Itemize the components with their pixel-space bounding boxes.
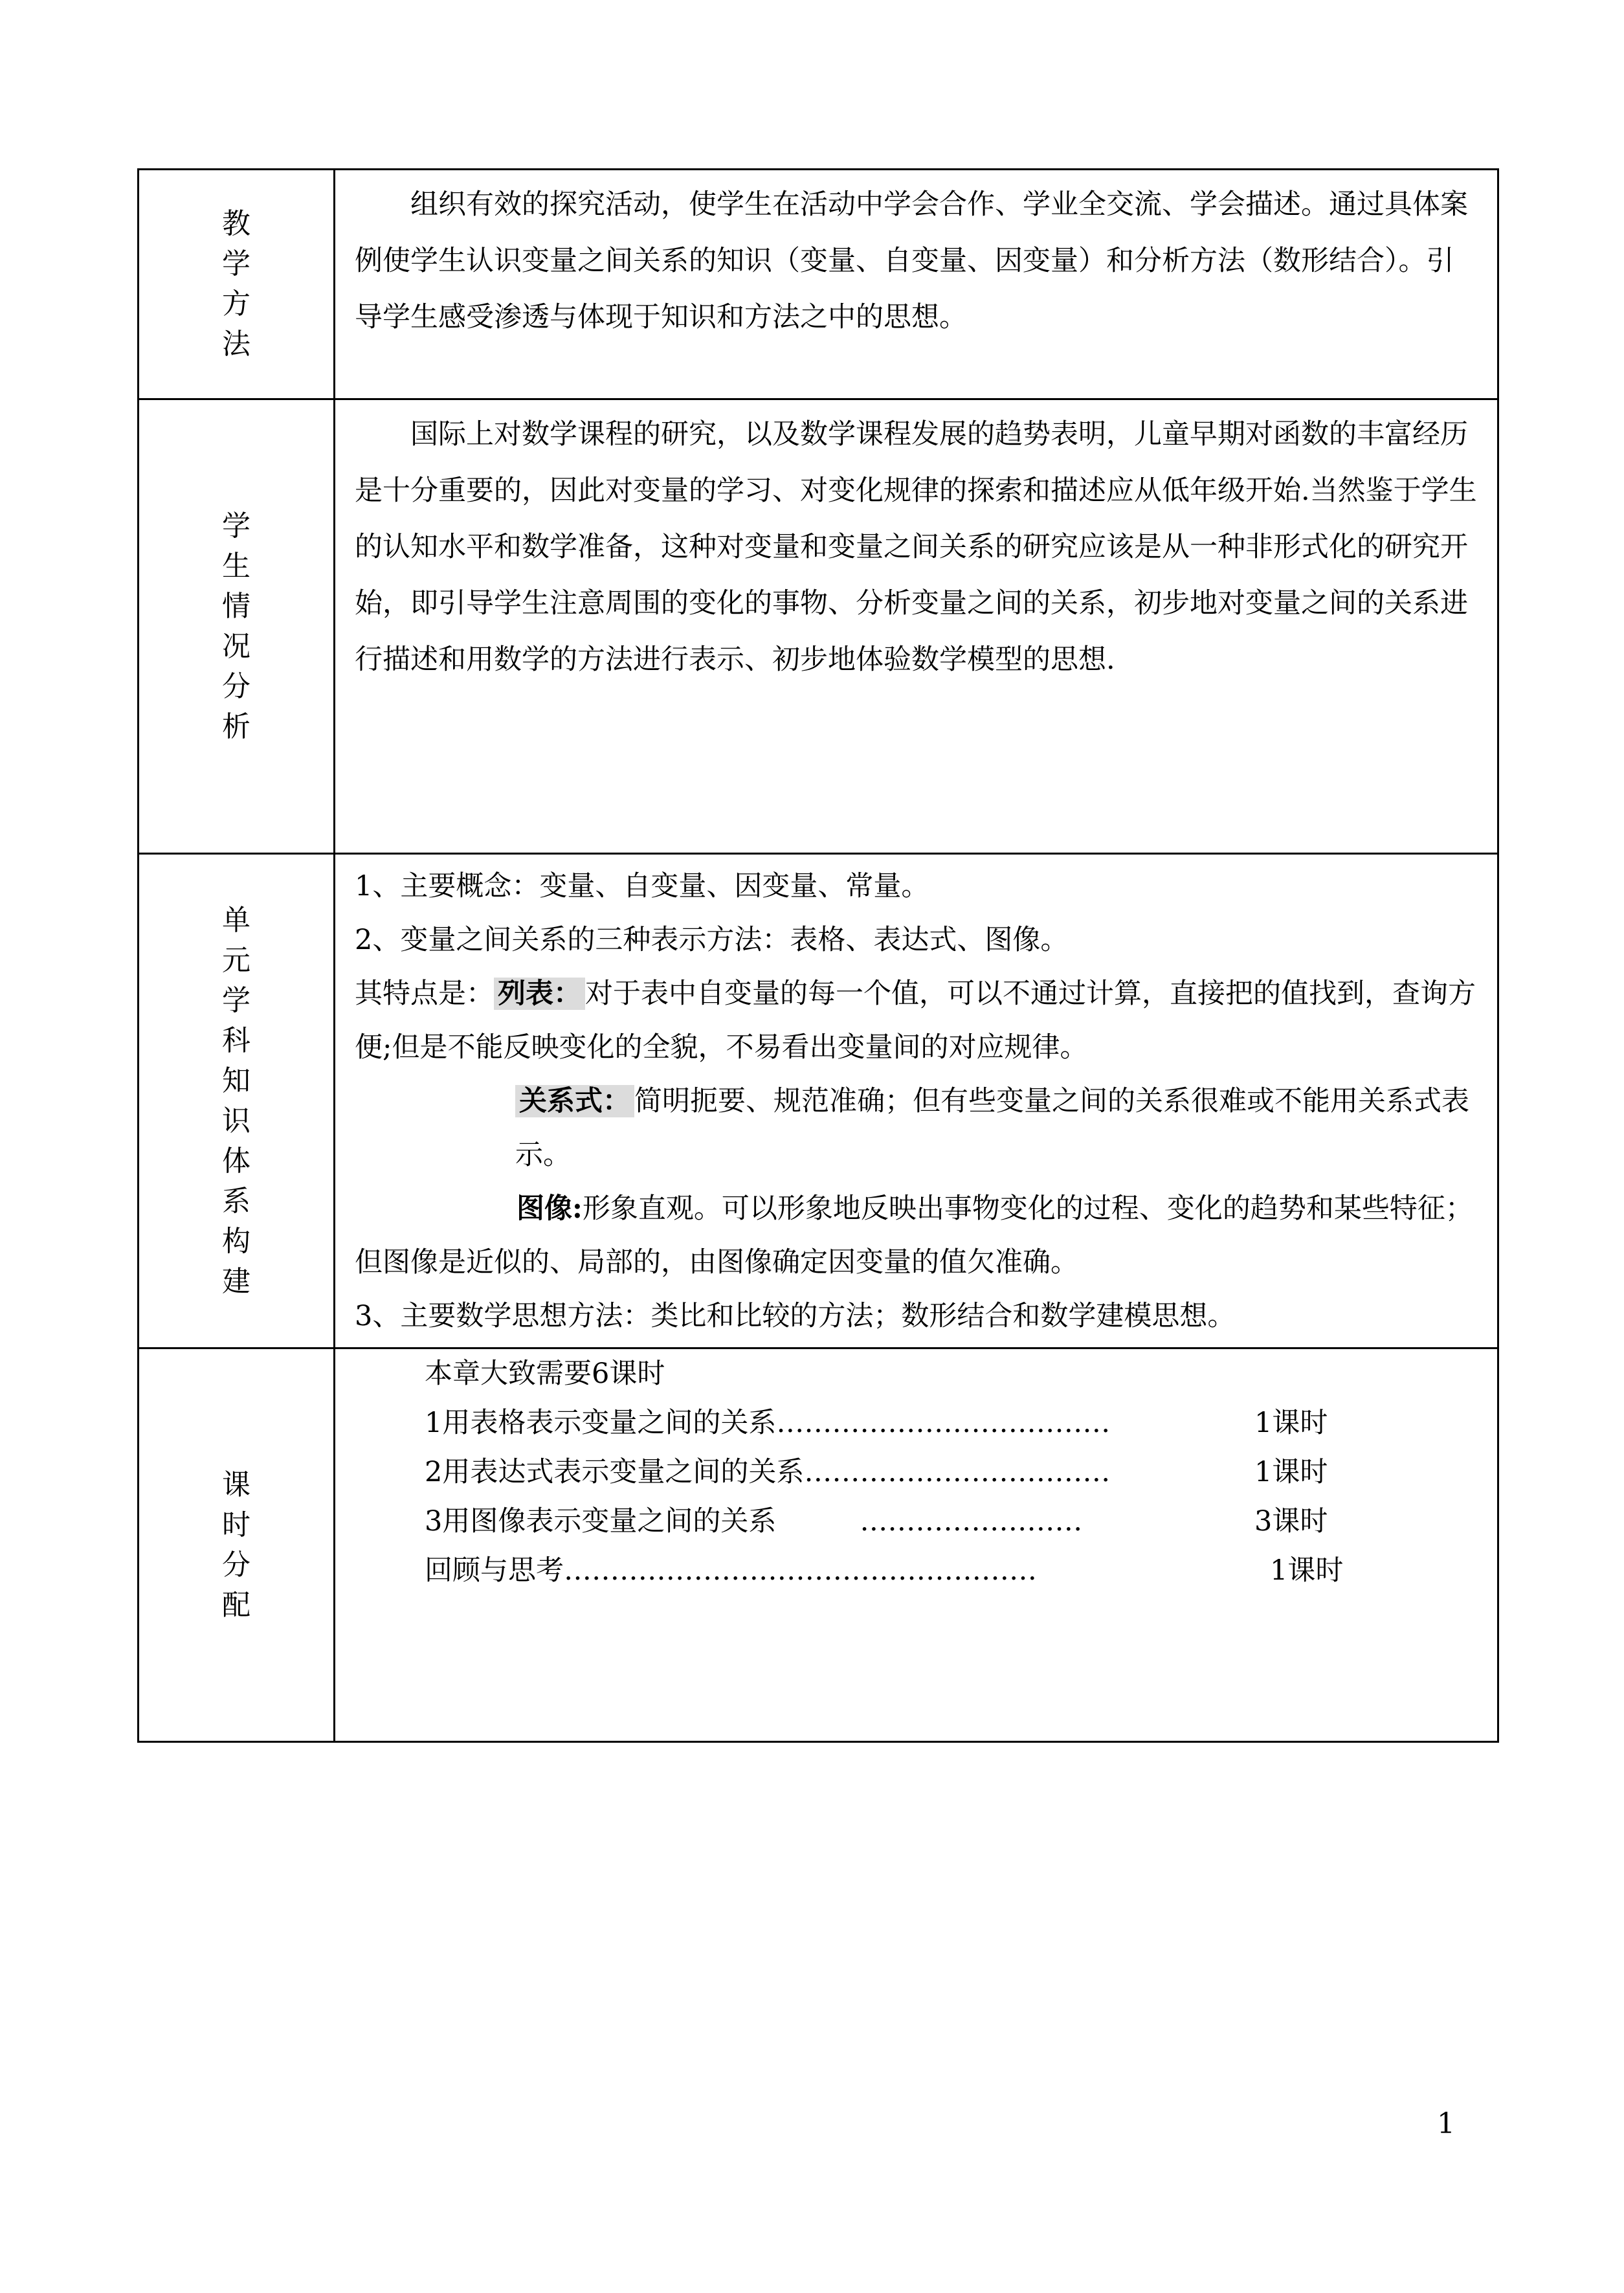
row-label-class-hours: 课时分配: [222, 1468, 250, 1622]
row-label-cell: [139, 399, 335, 854]
schedule-item-name: 回顾与思考……………………………………………: [425, 1554, 1037, 1587]
table-row: [139, 1348, 1498, 1742]
schedule-item-name: 2用表达式表示变量之间的关系……………………………: [425, 1456, 1111, 1488]
lesson-plan-table: [137, 168, 1499, 1743]
teaching-method-paragraph: 组织有效的探究活动，使学生在活动中学会合作、学业全交流、学会描述。通过具体案例使学生认识变量之间关系的知识（变量、自变量、因变量）和分析方法（数形结合）。引导学生感受渗透与体现于知识和方法之中的思想。: [355, 188, 1468, 333]
schedule-item-hours: 1课时: [1254, 1456, 1328, 1488]
class-hours-content: [335, 1348, 1498, 1742]
list-item: [355, 1448, 1479, 1497]
schedule-item-name: 3用图像表示变量之间的关系 ……………………: [425, 1505, 1083, 1538]
formula-label: 关系式：: [515, 1085, 634, 1117]
representation-methods-line: 2、变量之间关系的三种表示方法：表格、表达式、图像。: [355, 924, 1069, 956]
schedule-item-name: 1用表格表示变量之间的关系………………………………: [425, 1407, 1111, 1439]
list-item: [355, 1546, 1479, 1595]
formula-feature-paragraph: [355, 1075, 1479, 1182]
graph-label: 图像:: [517, 1192, 583, 1225]
row-label-cell: [139, 170, 335, 399]
main-concepts-line: 1、主要概念：变量、自变量、因变量、常量。: [355, 870, 929, 902]
list-item: [355, 1497, 1479, 1546]
formula-feature-text: 简明扼要、规范准确；但有些变量之间的关系很难或不能用关系式表示。: [515, 1085, 1469, 1171]
schedule-item-hours: 3课时: [1254, 1505, 1328, 1538]
row-label-knowledge-system: 单元学科知识体系构建: [222, 903, 250, 1298]
student-analysis-paragraph: 国际上对数学课程的研究，以及数学课程发展的趋势表明，儿童早期对函数的丰富经历是十分重要的，因此对变量的学习、对变化规律的探索和描述应从低年级开始.当然鉴于学生的认知水平和数学准备，这种对变量和变量之间关系的研究应该是从一种非形式化的研究开始，即引导学生注意周围的变化的事物、分析变量之间的关系，初步地对变量之间的关系进行描述和用数学的方法进行表示、初步地体验数学模型的思想.: [355, 418, 1477, 676]
row-label-teaching-method: 教学方法: [222, 207, 250, 361]
features-prefix: 其特点是：: [355, 978, 494, 1010]
schedule-item-hours: 1课时: [1254, 1407, 1328, 1439]
thinking-methods-line: 3、主要数学思想方法：类比和比较的方法；数形结合和数学建模思想。: [355, 1300, 1236, 1332]
teaching-method-content: [335, 170, 1498, 399]
row-label-student-analysis: 学生情况分析: [222, 509, 250, 743]
table-label: 列表：: [494, 978, 585, 1010]
graph-feature-text: 形象直观。可以形象地反映出事物变化的过程、变化的趋势和某些特征；但图像是近似的、局部的，由图像确定因变量的值欠准确。: [355, 1192, 1473, 1279]
table-row: [139, 170, 1498, 399]
page-number: 1: [1437, 2107, 1455, 2140]
knowledge-system-content: [335, 854, 1498, 1348]
table-feature-paragraph: [355, 967, 1479, 1075]
table-feature-text: 对于表中自变量的每一个值，可以不通过计算，直接把的值找到，查询方便;但是不能反映变化的全貌，不易看出变量间的对应规律。: [355, 978, 1476, 1064]
row-label-cell: [139, 1348, 335, 1742]
schedule-item-hours: 1课时: [1270, 1554, 1344, 1587]
table-row: [139, 854, 1498, 1348]
student-analysis-content: [335, 399, 1498, 854]
table-row: [139, 399, 1498, 854]
list-item: [355, 1398, 1479, 1448]
row-label-cell: [139, 854, 335, 1348]
graph-feature-paragraph: [355, 1182, 1479, 1290]
class-hours-intro: 本章大致需要6课时: [425, 1358, 665, 1390]
